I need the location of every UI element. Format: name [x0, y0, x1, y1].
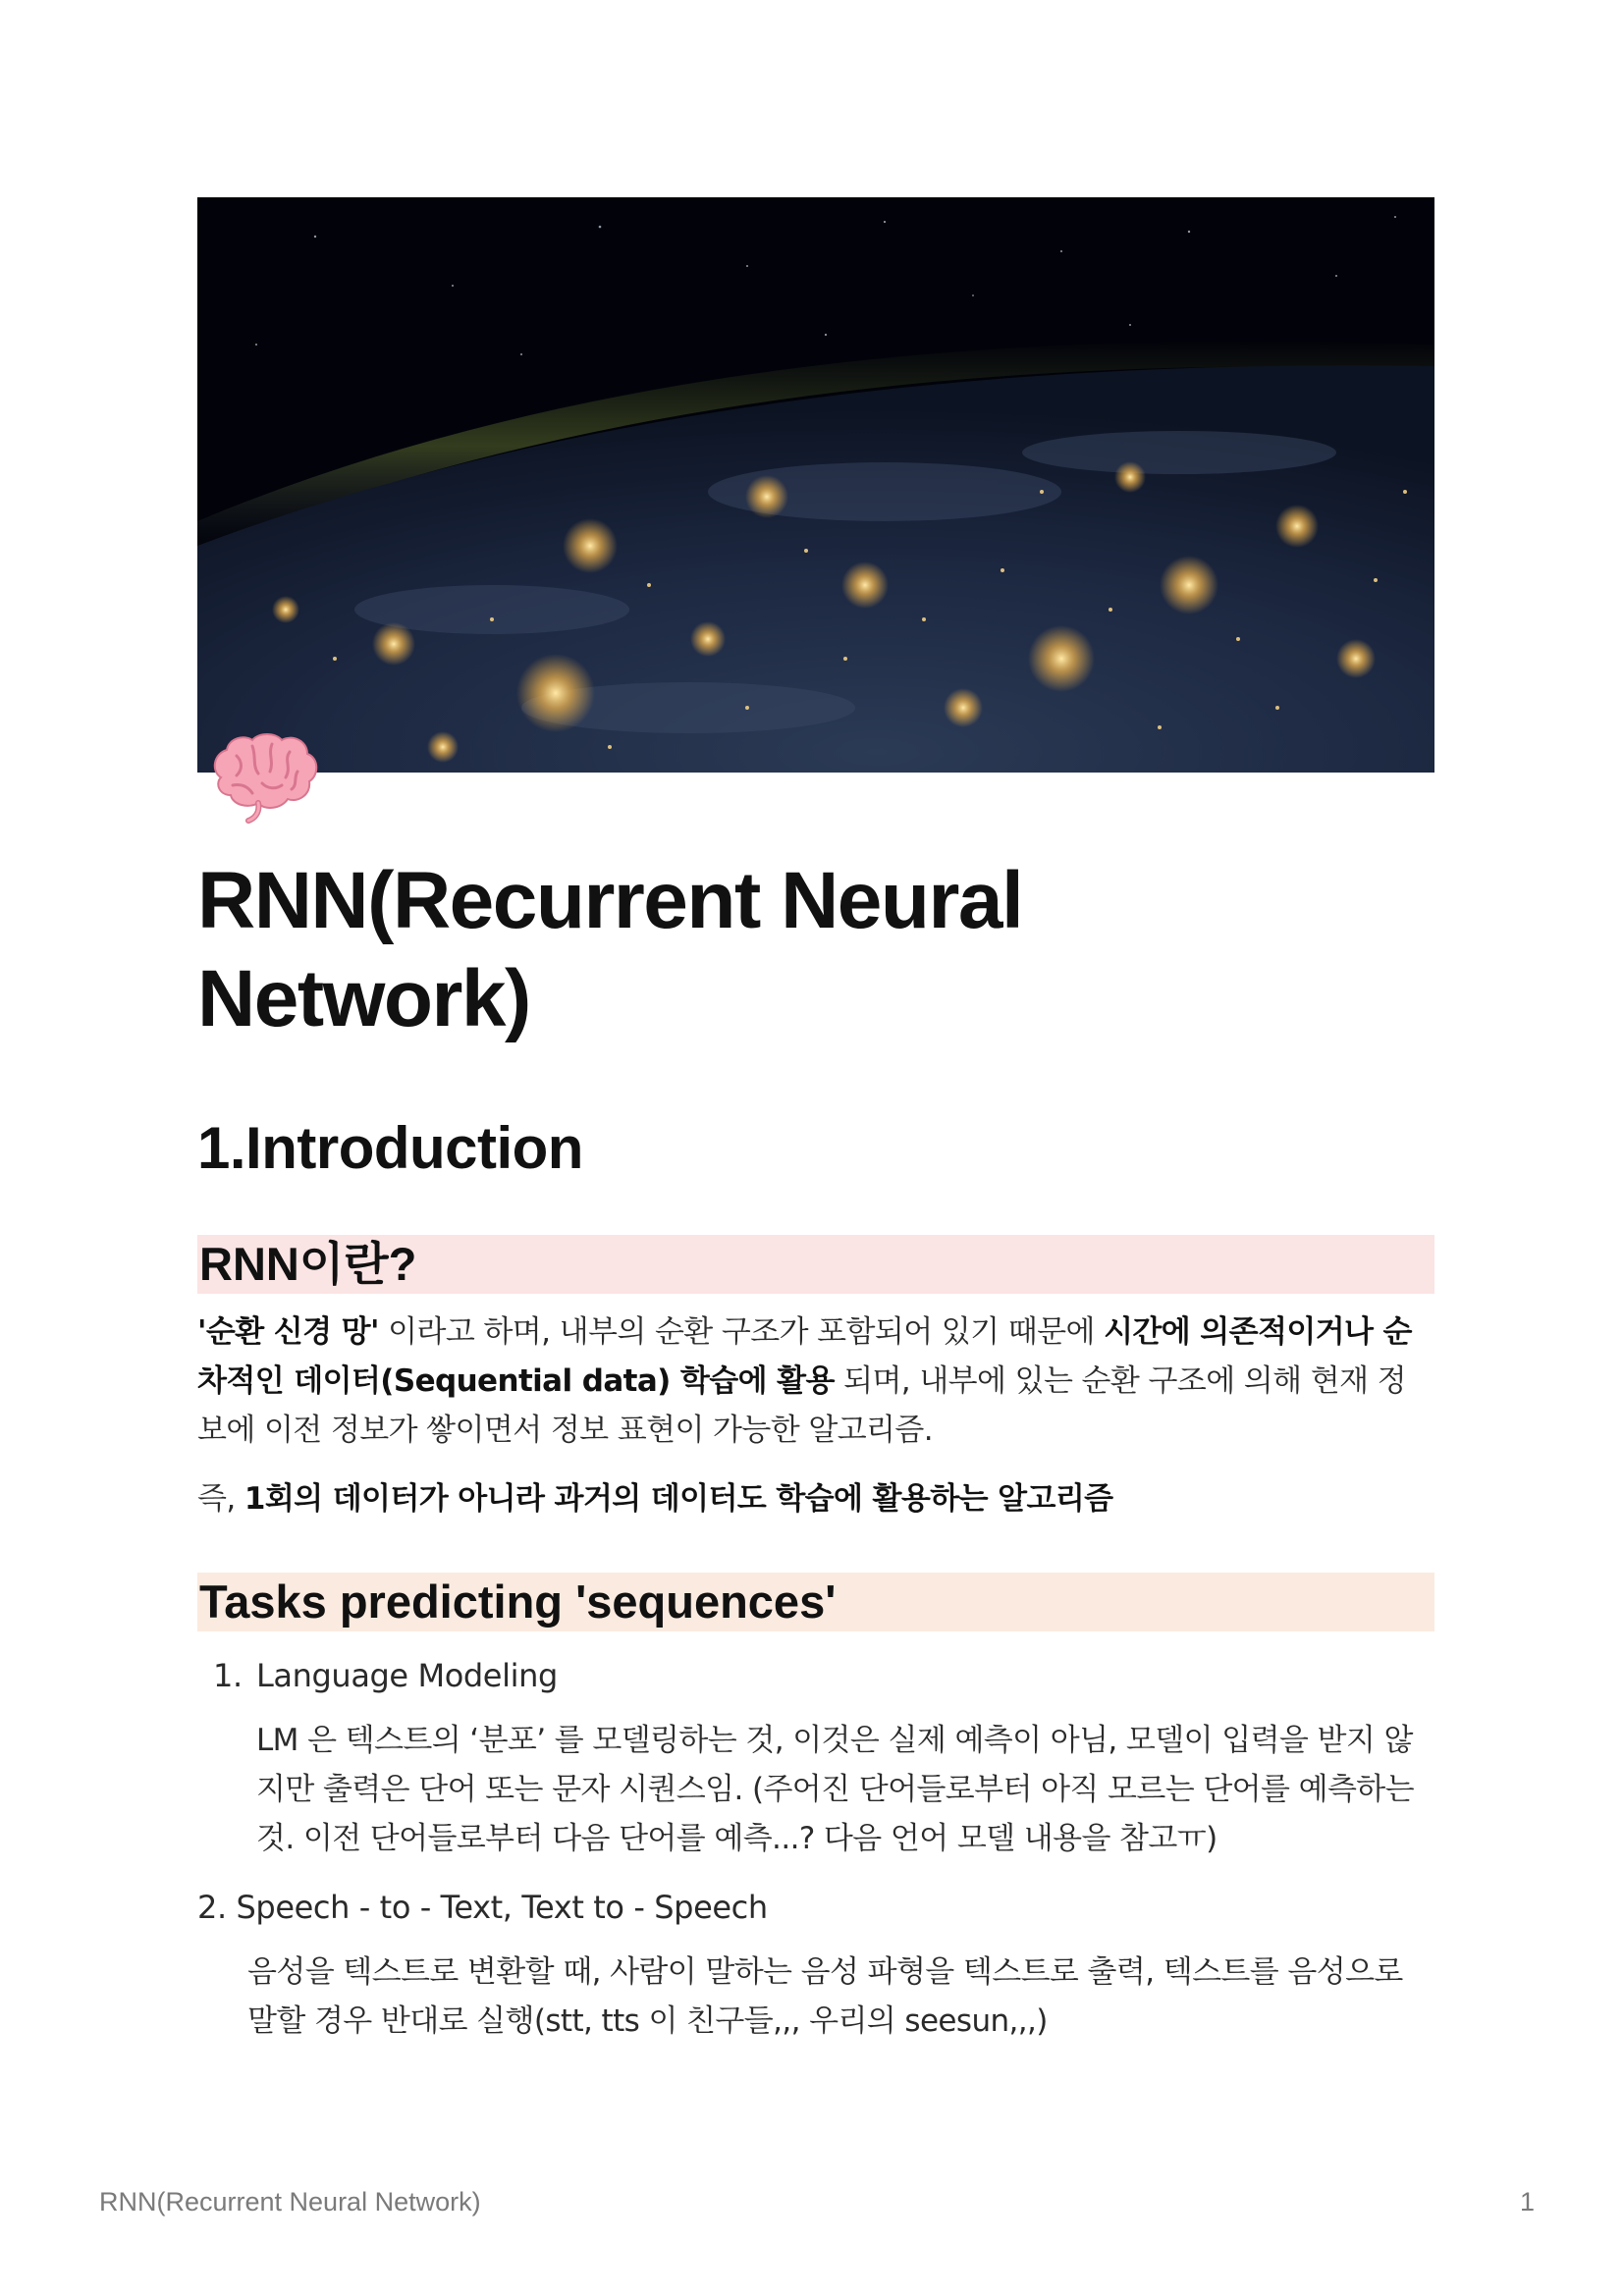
language-modeling-description: LM 은 텍스트의 ‘분포’ 를 모델링하는 것, 이것은 실제 예측이 아님, 모델이 입력을 받지 않지만 출력은 단어 또는 문자 시퀀스임. (주어진 단어들로부터 아직 모르는 단어를 예측하는 것. 이전 단어들로부터 다음 단어를 예측...? 다음 언어 모델 내용을 참고ㅠ) — [256, 1723, 1414, 1856]
section-heading-introduction: 1.Introduction — [197, 1115, 583, 1181]
rnn-definition-paragraph — [197, 1308, 1434, 1455]
list-item-language-modeling — [213, 1651, 558, 1700]
page-title-line-2: Network) — [197, 954, 530, 1043]
text-run: 이라고 하며, 내부의 순환 구조가 포함되어 있기 때문에 — [378, 1314, 1105, 1350]
page-title-line-1: RNN(Recurrent Neural — [197, 856, 1023, 945]
brain-icon — [203, 726, 325, 825]
footer-page-number: 1 — [1519, 2187, 1535, 2216]
rnn-summary-paragraph — [197, 1474, 1434, 1523]
bold-phrase: 1회의 데이터가 아니라 과거의 데이터도 학습에 활용하는 알고리즘 — [243, 1481, 1113, 1517]
list-item-speech-text: 2. Speech - to - Text, Text to - Speech — [197, 1889, 768, 1926]
bold-phrase: 시간에 의존적이거나 순차적인 데이터(Sequential data) 학습에 활용 — [197, 1314, 1412, 1399]
text-run: 즉, — [197, 1481, 244, 1517]
text-run: 되며, 내부에 있는 순환 구조에 의해 현재 정보에 이전 정보가 쌓이면서 정보 표현이 가능한 알고리즘. — [197, 1363, 1407, 1448]
cover-image — [197, 197, 1434, 773]
list-number: 1. — [213, 1657, 243, 1694]
footer-document-title: RNN(Recurrent Neural Network) — [99, 2187, 481, 2216]
subheading-tasks: Tasks predicting 'sequences' — [197, 1573, 1434, 1631]
list-item-label: Language Modeling — [256, 1657, 558, 1694]
subheading-rnn-intro: RNN이란? — [197, 1235, 1434, 1294]
speech-text-description: 음성을 텍스트로 변환할 때, 사람이 말하는 음성 파형을 텍스트로 출력, 텍스트를 음성으로 말할 경우 반대로 실행(stt, tts 이 친구들,,, 우리의 seesun,,,) — [247, 1954, 1403, 2039]
page-title — [197, 852, 1434, 1048]
bold-term: '순환 신경 망' — [197, 1314, 379, 1350]
